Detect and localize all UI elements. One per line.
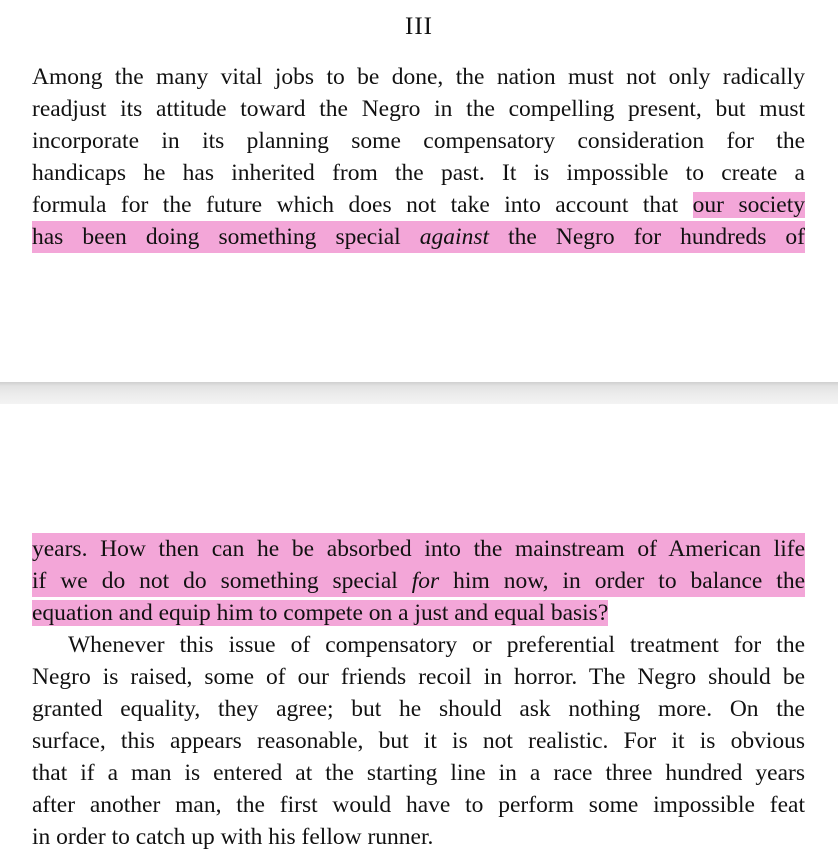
page-bottom <box>0 404 838 850</box>
text-line: surface, this appears reasonable, but it is not realistic. For it is obvious <box>32 728 805 754</box>
text-line: after another man, the first would have to perform some impossible feat <box>32 792 805 818</box>
text-segment: has been doing something special <box>32 224 420 250</box>
page-top <box>0 0 838 382</box>
text-line: Whenever this issue of compensatory or preferential treatment for the <box>68 632 805 658</box>
text-segment: if we do not do something special <box>32 568 412 594</box>
text-line: Among the many vital jobs to be done, the nation must not only radically <box>32 64 805 90</box>
text-line <box>32 597 805 629</box>
text-line: that if a man is entered at the starting line in a race three hundred years <box>32 760 805 786</box>
text-segment: formula for the future which does not take into account that <box>32 192 693 218</box>
text-line: granted equality, they agree; but he should ask nothing more. On the <box>32 696 805 722</box>
text-line: Negro is raised, some of our friends recoil in horror. The Negro should be <box>32 664 805 690</box>
text-line: incorporate in its planning some compensatory consideration for the <box>32 128 805 154</box>
paragraph-1 <box>32 61 805 253</box>
italic-text: for <box>411 568 440 594</box>
chapter-heading: III <box>405 13 433 40</box>
text-line: in order to catch up with his fellow runner. <box>32 824 434 850</box>
text-segment: him now, in order to balance the <box>439 568 805 594</box>
highlighted-text-line[interactable] <box>32 565 805 597</box>
text-line <box>32 189 805 221</box>
paragraph-1-continued <box>32 533 805 850</box>
highlighted-text[interactable]: our society <box>692 192 805 218</box>
page-separator <box>0 382 838 404</box>
text-segment: the Negro for hundreds of <box>489 224 805 250</box>
highlighted-text-line[interactable]: years. How then can he be absorbed into the mainstream of American life <box>32 533 805 565</box>
highlighted-text-line[interactable] <box>32 221 805 253</box>
text-line: handicaps he has inherited from the past. It is impossible to create a <box>32 160 805 186</box>
highlighted-text[interactable]: equation and equip him to compete on a just and equal basis? <box>32 600 609 626</box>
italic-text: against <box>419 224 490 250</box>
text-line: readjust its attitude toward the Negro in the compelling present, but must <box>32 96 805 122</box>
